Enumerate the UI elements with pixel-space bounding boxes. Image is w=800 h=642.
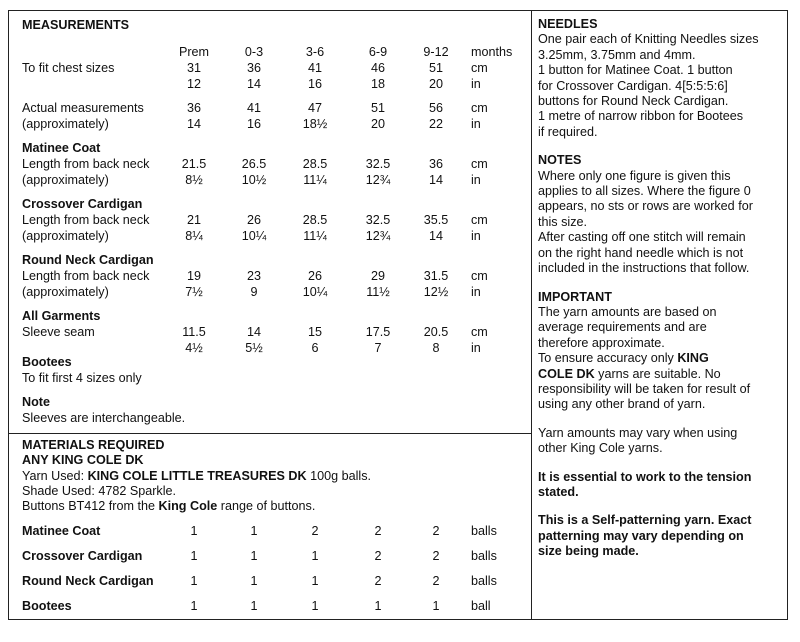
materials-row-value: 2 bbox=[432, 574, 440, 588]
crossover-in-value: 14 bbox=[428, 229, 443, 243]
needles-line: One pair each of Knitting Needles sizes bbox=[538, 32, 759, 47]
materials-row-value: 1 bbox=[432, 599, 440, 613]
roundneck-cm-value: 26 bbox=[307, 269, 322, 283]
size-header-0-3: 0-3 bbox=[244, 45, 264, 59]
materials-row-value: 2 bbox=[432, 524, 440, 538]
important-line: therefore approximate. bbox=[538, 335, 665, 350]
needles-line: if required. bbox=[538, 124, 598, 139]
materials-row-value: 2 bbox=[374, 574, 382, 588]
roundneck-cm-value: 31.5 bbox=[423, 269, 449, 283]
materials-row-name: Bootees bbox=[22, 599, 72, 613]
chest-cm-value: 51 bbox=[428, 61, 443, 75]
bootees-text: To fit first 4 sizes only bbox=[22, 371, 142, 385]
notes-line: applies to all sizes. Where the figure 0 bbox=[538, 184, 751, 199]
roundneck-cm-value: 23 bbox=[246, 269, 261, 283]
materials-row-value: 1 bbox=[250, 599, 258, 613]
sleeve-cm-value: 14 bbox=[246, 325, 261, 339]
sleeve-in-value: 5½ bbox=[245, 341, 263, 355]
note-title: Note bbox=[22, 395, 50, 409]
buttons-prefix: Buttons BT412 from the bbox=[22, 499, 159, 513]
chest-in-value: 16 bbox=[307, 77, 322, 91]
actual-cm-value: 56 bbox=[428, 101, 443, 115]
unit-in: in bbox=[471, 77, 481, 91]
materials-row-value: 1 bbox=[374, 599, 382, 613]
materials-row-name: Round Neck Cardigan bbox=[22, 574, 154, 588]
needles-line: 1 metre of narrow ribbon for Bootees bbox=[538, 109, 744, 124]
actual-label: Actual measurements bbox=[22, 101, 144, 115]
self-pattern-line: size being made. bbox=[538, 544, 639, 559]
materials-row-value: 1 bbox=[250, 524, 258, 538]
unit-cm: cm bbox=[471, 101, 488, 115]
notes-title: NOTES bbox=[538, 153, 582, 168]
needles-title: NEEDLES bbox=[538, 17, 598, 31]
needles-line: 3.25mm, 3.75mm and 4mm. bbox=[538, 47, 696, 62]
allgarments-title: All Garments bbox=[22, 309, 101, 323]
shade-used-line: Shade Used: 4782 Sparkle. bbox=[22, 484, 177, 498]
unit-in: in bbox=[471, 229, 481, 243]
materials-row-value: 1 bbox=[190, 574, 198, 588]
sleeve-cm-value: 15 bbox=[307, 325, 322, 339]
roundneck-in-value: 10¼ bbox=[302, 285, 328, 299]
matinee-approx-label: (approximately) bbox=[22, 173, 109, 187]
matinee-in-value: 10½ bbox=[241, 173, 267, 187]
materials-row-unit: balls bbox=[471, 574, 497, 588]
important-line: The yarn amounts are based on bbox=[538, 304, 717, 319]
notes-line: on the right hand needle which is not bbox=[538, 245, 744, 260]
chest-in-value: 20 bbox=[428, 77, 443, 91]
crossover-in-value: 10¼ bbox=[241, 229, 267, 243]
roundneck-title: Round Neck Cardigan bbox=[22, 253, 154, 267]
notes-line: included in the instructions that follow. bbox=[538, 261, 750, 276]
crossover-cm-value: 28.5 bbox=[302, 213, 328, 227]
matinee-in-value: 12¾ bbox=[365, 173, 391, 187]
needles-line: 1 button for Matinee Coat. 1 button bbox=[538, 63, 733, 78]
actual-cm-value: 36 bbox=[186, 101, 201, 115]
measurements-title: MEASUREMENTS bbox=[22, 18, 130, 32]
roundneck-in-value: 11½ bbox=[366, 285, 390, 299]
vary-line: Yarn amounts may vary when using bbox=[538, 425, 738, 440]
chest-label: To fit chest sizes bbox=[22, 61, 115, 75]
materials-row-value: 2 bbox=[374, 549, 382, 563]
actual-cm-value: 47 bbox=[307, 101, 322, 115]
crossover-length-label: Length from back neck bbox=[22, 213, 150, 227]
materials-row-value: 1 bbox=[250, 549, 258, 563]
matinee-cm-value: 36 bbox=[428, 157, 443, 171]
unit-cm: cm bbox=[471, 61, 488, 75]
materials-row-unit: balls bbox=[471, 549, 497, 563]
crossover-in-value: 8¼ bbox=[185, 229, 203, 243]
unit-cm: cm bbox=[471, 213, 488, 227]
unit-cm: cm bbox=[471, 325, 488, 339]
vary-line: other King Cole yarns. bbox=[538, 441, 663, 456]
section-divider bbox=[8, 433, 531, 434]
size-header-9-12: 9-12 bbox=[423, 45, 449, 59]
crossover-title: Crossover Cardigan bbox=[22, 197, 143, 211]
roundneck-cm-value: 29 bbox=[370, 269, 385, 283]
accuracy-line-2 bbox=[538, 367, 784, 382]
buttons-suffix: range of buttons. bbox=[217, 499, 316, 513]
self-pattern-line: patterning may vary depending on bbox=[538, 528, 744, 543]
materials-row-value: 1 bbox=[311, 599, 319, 613]
sleeve-in-value: 4½ bbox=[185, 341, 203, 355]
accuracy-suffix: yarns are suitable. No bbox=[594, 366, 721, 381]
sleeve-in-value: 6 bbox=[311, 341, 319, 355]
materials-row-value: 1 bbox=[311, 574, 319, 588]
roundneck-length-label: Length from back neck bbox=[22, 269, 150, 283]
size-header-prem: Prem bbox=[178, 45, 210, 59]
matinee-cm-value: 32.5 bbox=[365, 157, 391, 171]
roundneck-cm-value: 19 bbox=[186, 269, 201, 283]
matinee-title: Matinee Coat bbox=[22, 141, 101, 155]
materials-row-unit: balls bbox=[471, 524, 497, 538]
matinee-cm-value: 26.5 bbox=[241, 157, 267, 171]
tension-line: stated. bbox=[538, 484, 579, 499]
buttons-line bbox=[22, 499, 315, 514]
sleeve-in-value: 8 bbox=[432, 341, 440, 355]
sleeve-cm-value: 20.5 bbox=[423, 325, 449, 339]
accuracy-brand: KING bbox=[677, 351, 709, 366]
materials-row-value: 1 bbox=[190, 599, 198, 613]
bootees-title: Bootees bbox=[22, 355, 72, 369]
actual-cm-value: 51 bbox=[370, 101, 385, 115]
accuracy-line bbox=[538, 351, 784, 366]
matinee-in-value: 8½ bbox=[185, 173, 203, 187]
materials-row-value: 2 bbox=[311, 524, 319, 538]
actual-in-value: 20 bbox=[370, 117, 385, 131]
note-text: Sleeves are interchangeable. bbox=[22, 411, 186, 425]
chest-cm-value: 31 bbox=[186, 61, 201, 75]
materials-row-value: 1 bbox=[190, 524, 198, 538]
accuracy-brand: COLE DK bbox=[538, 366, 595, 381]
chest-in-value: 14 bbox=[246, 77, 261, 91]
chest-cm-value: 41 bbox=[307, 61, 322, 75]
actual-approx-label: (approximately) bbox=[22, 117, 109, 131]
actual-cm-value: 41 bbox=[246, 101, 261, 115]
crossover-in-value: 12¾ bbox=[365, 229, 391, 243]
chest-in-value: 18 bbox=[370, 77, 385, 91]
notes-line: After casting off one stitch will remain bbox=[538, 230, 746, 245]
important-line: average requirements and are bbox=[538, 320, 707, 335]
crossover-cm-value: 32.5 bbox=[365, 213, 391, 227]
size-header-6-9: 6-9 bbox=[368, 45, 388, 59]
important-title: IMPORTANT bbox=[538, 289, 612, 304]
materials-row-value: 2 bbox=[432, 549, 440, 563]
roundneck-in-value: 9 bbox=[250, 285, 258, 299]
unit-header: months bbox=[471, 45, 513, 59]
matinee-cm-value: 21.5 bbox=[181, 157, 207, 171]
crossover-cm-value: 26 bbox=[246, 213, 261, 227]
materials-row-value: 2 bbox=[374, 524, 382, 538]
notes-line: this size. bbox=[538, 214, 587, 229]
crossover-in-value: 11¼ bbox=[303, 229, 327, 243]
unit-in: in bbox=[471, 341, 481, 355]
size-header-3-6: 3-6 bbox=[305, 45, 325, 59]
chest-cm-value: 46 bbox=[370, 61, 385, 75]
yarn-used-suffix: 100g balls. bbox=[306, 469, 371, 483]
self-pattern-line: This is a Self-patterning yarn. Exact bbox=[538, 513, 752, 528]
sleeve-seam-label: Sleeve seam bbox=[22, 325, 95, 339]
sleeve-cm-value: 17.5 bbox=[365, 325, 391, 339]
unit-in: in bbox=[471, 285, 481, 299]
notes-line: Where only one figure is given this bbox=[538, 168, 731, 183]
unit-in: in bbox=[471, 173, 481, 187]
matinee-length-label: Length from back neck bbox=[22, 157, 150, 171]
buttons-brand: King Cole bbox=[158, 499, 218, 513]
tension-line: It is essential to work to the tension bbox=[538, 469, 752, 484]
needles-line: buttons for Round Neck Cardigan. bbox=[538, 94, 729, 109]
actual-in-value: 14 bbox=[186, 117, 201, 131]
materials-row-value: 1 bbox=[190, 549, 198, 563]
materials-row-unit: ball bbox=[471, 599, 491, 613]
roundneck-in-value: 12½ bbox=[423, 285, 449, 299]
materials-title: MATERIALS REQUIRED bbox=[22, 438, 165, 452]
notes-line: appears, no sts or rows are worked for bbox=[538, 199, 753, 214]
needles-line: for Crossover Cardigan. 4[5:5:5:6] bbox=[538, 78, 728, 93]
roundneck-approx-label: (approximately) bbox=[22, 285, 109, 299]
responsibility-line: using any other brand of yarn. bbox=[538, 397, 706, 412]
crossover-cm-value: 35.5 bbox=[423, 213, 449, 227]
unit-in: in bbox=[471, 117, 481, 131]
responsibility-line: responsibility will be taken for result of bbox=[538, 381, 751, 396]
roundneck-in-value: 7½ bbox=[185, 285, 203, 299]
chest-cm-value: 36 bbox=[246, 61, 261, 75]
actual-in-value: 22 bbox=[428, 117, 443, 131]
actual-in-value: 16 bbox=[246, 117, 261, 131]
materials-row-name: Matinee Coat bbox=[22, 524, 101, 538]
materials-row-name: Crossover Cardigan bbox=[22, 549, 143, 563]
crossover-approx-label: (approximately) bbox=[22, 229, 109, 243]
materials-subtitle: ANY KING COLE DK bbox=[22, 453, 144, 467]
unit-cm: cm bbox=[471, 157, 488, 171]
matinee-in-value: 11¼ bbox=[303, 173, 327, 187]
unit-cm: cm bbox=[471, 269, 488, 283]
yarn-name: KING COLE LITTLE TREASURES DK bbox=[87, 469, 307, 483]
actual-in-value: 18½ bbox=[302, 117, 328, 131]
column-divider bbox=[531, 10, 532, 620]
matinee-in-value: 14 bbox=[428, 173, 443, 187]
materials-row-value: 1 bbox=[311, 549, 319, 563]
yarn-used-prefix: Yarn Used: bbox=[22, 469, 88, 483]
yarn-used-line bbox=[22, 469, 371, 484]
chest-in-value: 12 bbox=[186, 77, 201, 91]
matinee-cm-value: 28.5 bbox=[302, 157, 328, 171]
accuracy-prefix: To ensure accuracy only bbox=[538, 351, 678, 366]
materials-row-value: 1 bbox=[250, 574, 258, 588]
sleeve-cm-value: 11.5 bbox=[182, 325, 206, 339]
crossover-cm-value: 21 bbox=[186, 213, 201, 227]
sleeve-in-value: 7 bbox=[374, 341, 382, 355]
right-column bbox=[538, 17, 784, 560]
